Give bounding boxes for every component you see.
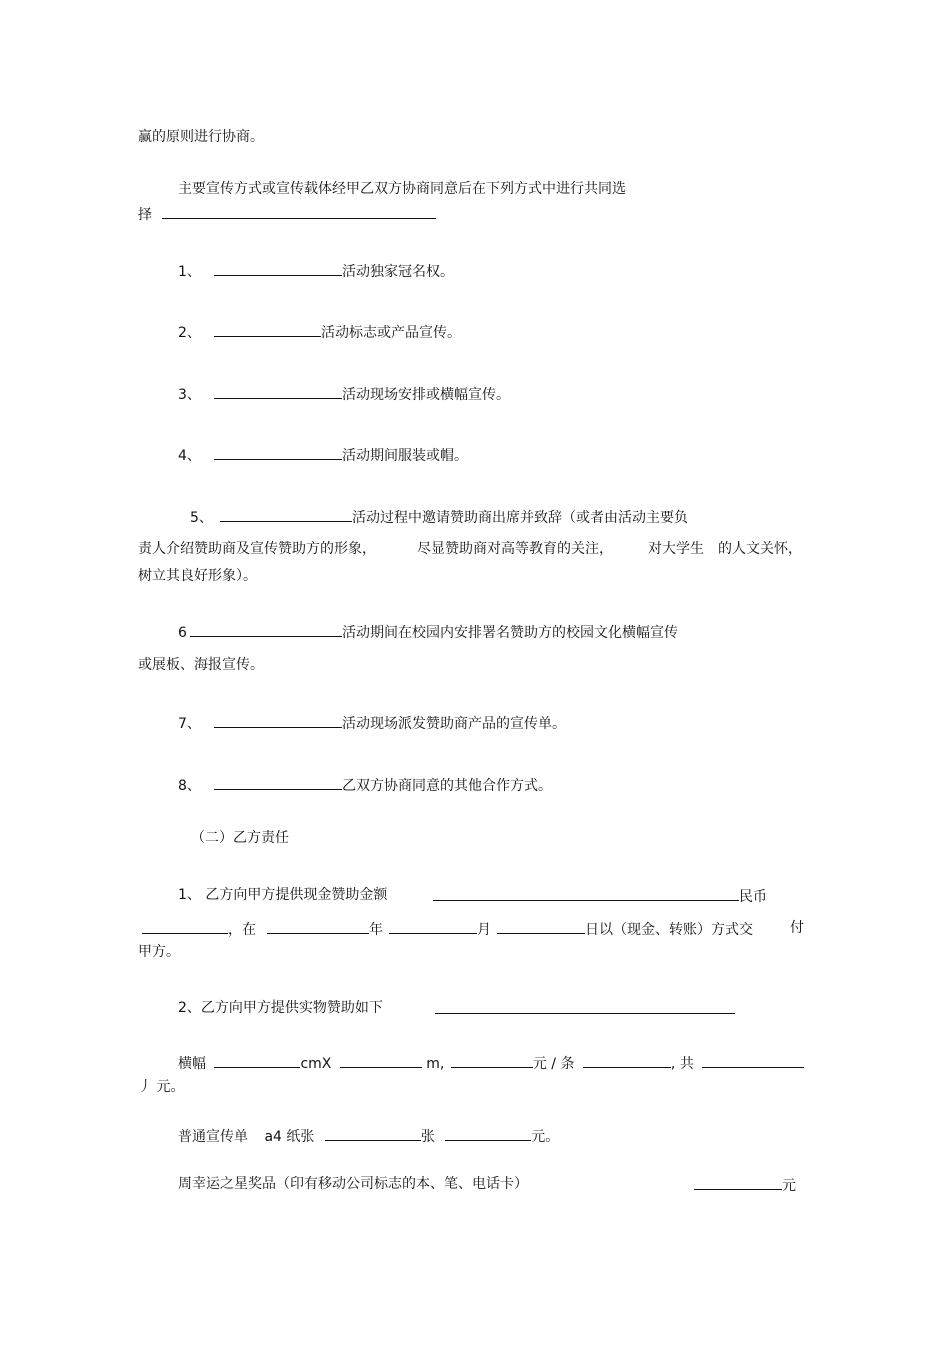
item-5-line-2c: 对大学生 — [648, 541, 704, 557]
b1-suffix: 民币 — [739, 889, 767, 905]
item-number: 3、 — [178, 387, 201, 403]
item-number: 1、 — [178, 264, 201, 280]
flyer-price-blank — [445, 1126, 531, 1141]
item-5-line-2d: 的人文关怀， — [718, 541, 802, 557]
banner-cmx: cmX — [300, 1056, 332, 1072]
flyer-label: 普通宣传单 — [178, 1129, 248, 1145]
banner-width-blank — [214, 1053, 300, 1068]
flyer-a4: a4 纸张 — [264, 1129, 315, 1145]
item-number: 4、 — [178, 448, 201, 464]
year-blank — [267, 919, 369, 934]
prize-label: 周幸运之星奖品（印有移动公司标志的本、笔、电话卡） — [178, 1176, 528, 1192]
item-number: 2、 — [178, 325, 201, 341]
banner-label: 横幅 — [178, 1056, 206, 1072]
item-2 — [178, 322, 461, 342]
item-blank — [214, 384, 342, 399]
prize-line — [178, 1175, 528, 1193]
item-number: 6 — [178, 625, 187, 641]
banner-line — [178, 1053, 804, 1073]
prize-yuan: 元 — [782, 1178, 796, 1194]
item-5-line-2a: 责人介绍赞助商及宣传赞助方的形象， — [138, 541, 376, 557]
main-methods-text: 主要宣传方式或宣传载体经甲乙双方协商同意后在下列方式中进行共同选 — [178, 181, 626, 197]
b1-month: 月 — [477, 922, 491, 938]
flyer-yuan: 元。 — [531, 1129, 560, 1145]
b1-amount — [433, 886, 767, 906]
b2-label: 2、乙方向甲方提供实物赞助如下 — [178, 1000, 383, 1016]
banner-comma: , — [670, 1056, 676, 1072]
prize-amount — [694, 1175, 796, 1195]
item-5-line-3: 树立其良好形象）。 — [138, 568, 257, 584]
item-text: 活动期间在校园内安排署名赞助方的校园文化横幅宣传 — [342, 625, 678, 641]
item-blank — [214, 261, 342, 276]
item-blank — [214, 713, 342, 728]
item-text: 活动标志或产品宣传。 — [321, 325, 461, 341]
prize-blank — [694, 1175, 782, 1190]
item-blank — [214, 445, 342, 460]
b2-line — [178, 999, 383, 1017]
item-text: 乙双方协商同意的其他合作方式。 — [342, 778, 552, 794]
section-b-title: （二）乙方责任 — [191, 830, 289, 846]
item-text: 活动现场派发赞助商产品的宣传单。 — [342, 716, 566, 732]
item-4 — [178, 445, 468, 465]
item-text: 活动过程中邀请赞助商出席并致辞（或者由活动主要负 — [352, 510, 688, 526]
amount-blank — [433, 886, 739, 901]
b2-blank-wrap — [435, 999, 735, 1019]
month-blank — [389, 919, 477, 934]
flyer-zhang: 张 — [420, 1129, 435, 1145]
flyer-count-blank — [325, 1126, 421, 1141]
banner-m: m, — [426, 1056, 445, 1072]
banner-line-2: 丿 元。 — [138, 1079, 185, 1095]
item-text: 活动独家冠名权。 — [342, 264, 454, 280]
b1-comma-at: ，在 — [228, 922, 256, 938]
item-number: 5、 — [190, 510, 213, 526]
item-text: 活动现场安排或横幅宣传。 — [342, 387, 510, 403]
b1-line-3: 甲方。 — [138, 944, 180, 960]
banner-qty-blank — [583, 1053, 671, 1068]
b2-blank — [435, 999, 735, 1014]
item-6-line-2: 或展板、海报宣传。 — [138, 657, 264, 673]
item-blank — [220, 507, 352, 522]
item-blank — [214, 775, 342, 790]
item-text: 活动期间服装或帽。 — [342, 448, 468, 464]
banner-total-blank — [702, 1053, 804, 1068]
b1-label: 1、 乙方向甲方提供现金赞助金额 — [178, 887, 388, 903]
banner-length-blank — [340, 1053, 422, 1068]
banner-price-blank — [451, 1053, 533, 1068]
selection-blank — [162, 204, 436, 219]
item-3 — [178, 384, 510, 404]
item-5-line-2 — [138, 540, 802, 558]
item-5 — [190, 507, 688, 527]
item-5-line-2b: 尽显赞助商对高等教育的关注， — [417, 541, 613, 557]
day-blank — [497, 919, 585, 934]
b1-pay: 付 — [790, 920, 804, 936]
item-6 — [178, 622, 678, 642]
banner-per-item: / 条 — [551, 1056, 575, 1072]
b1-year: 年 — [369, 922, 383, 938]
b1-line-2 — [142, 919, 256, 939]
item-number: 7、 — [178, 716, 201, 732]
b1-day-method: 日以（现金、转账）方式交 — [585, 922, 753, 938]
banner-total: 共 — [679, 1056, 694, 1072]
intro-tail-text: 赢的原则进行协商。 — [138, 129, 264, 145]
item-1 — [178, 261, 454, 281]
item-8 — [178, 775, 552, 795]
b1-blank-a — [142, 919, 228, 934]
main-methods-cont-text: 择 — [138, 207, 152, 223]
item-blank — [214, 322, 321, 337]
banner-yuan: 元 — [532, 1056, 547, 1072]
item-blank — [190, 622, 342, 637]
main-methods-continuation — [138, 204, 436, 224]
item-number: 8、 — [178, 778, 201, 794]
b1-line-1 — [178, 886, 387, 904]
b1-date — [267, 919, 753, 939]
flyer-line — [178, 1126, 559, 1146]
item-7 — [178, 713, 566, 733]
